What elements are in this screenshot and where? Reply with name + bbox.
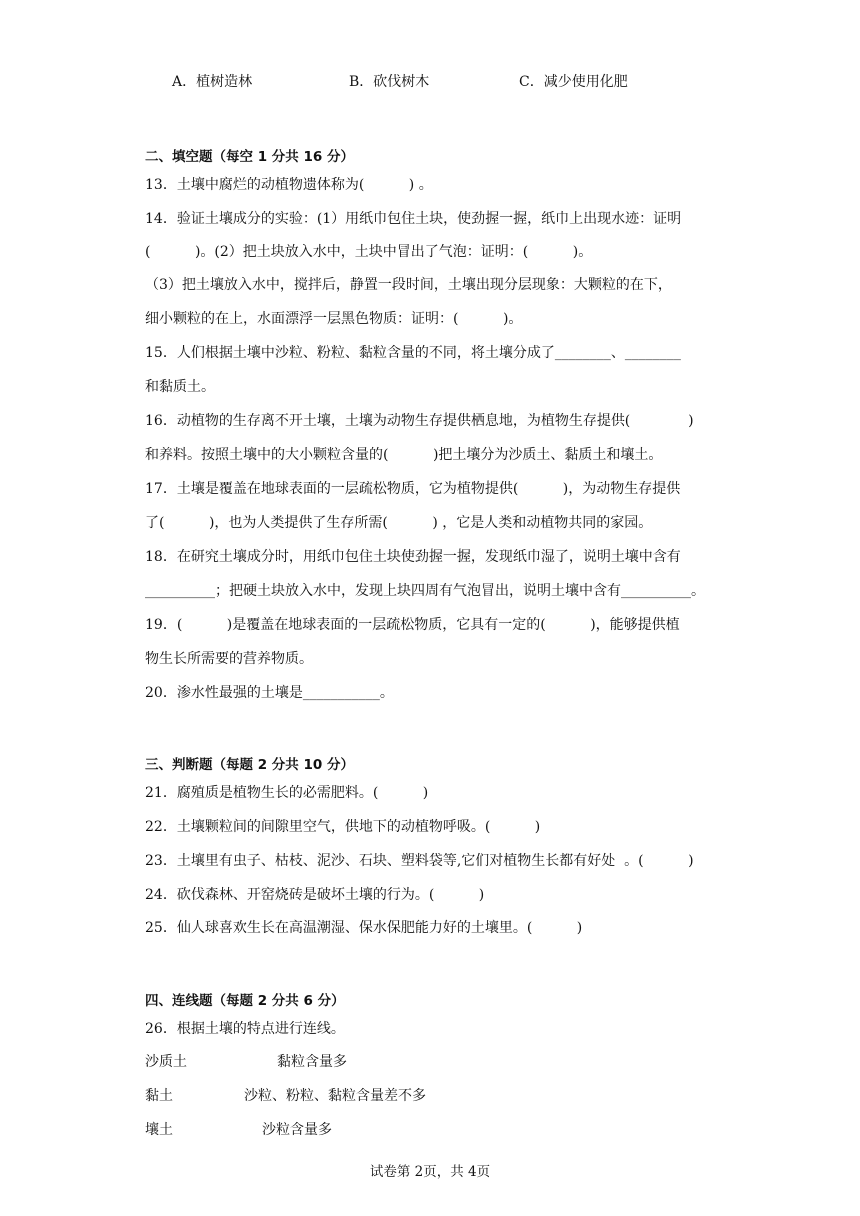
matching-right-item: 黏粒含量多 bbox=[277, 1054, 347, 1070]
matching-left-item: 沙质土 bbox=[145, 1054, 187, 1070]
question-line: （3）把土壤放入水中，搅拌后，静置一段时间，土壤出现分层现象：大颗粒的在下， bbox=[145, 277, 672, 293]
question-line: 17．土壤是覆盖在地球表面的一层疏松物质，它为植物提供( )，为动物生存提供 bbox=[145, 481, 681, 497]
question-line: 了( )，也为人类提供了生存所需( ) ，它是人类和动植物共同的家园。 bbox=[145, 515, 653, 531]
question-line: 18．在研究土壤成分时，用纸巾包住土块使劲握一握，发现纸巾湿了，说明土壤中含有 bbox=[145, 549, 681, 565]
question-line: 13．土壤中腐烂的动植物遗体称为( ) 。 bbox=[145, 177, 433, 193]
section-true-false-title: 三、判断题（每题 2 分共 10 分） bbox=[145, 757, 354, 773]
question-line: 20．渗水性最强的土壤是___________。 bbox=[145, 685, 394, 701]
question-line: 细小颗粒的在上，水面漂浮一层黑色物质：证明：( )。 bbox=[145, 311, 523, 327]
question-line: 15．人们根据土壤中沙粒、粉粒、黏粒含量的不同，将土壤分成了________、________ bbox=[145, 345, 681, 361]
matching-right-item: 沙粒含量多 bbox=[262, 1122, 332, 1138]
question-line: __________；把硬土块放入水中，发现上块四周有气泡冒出，说明土壤中含有__________。 bbox=[145, 583, 705, 599]
question-line: 和黏质土。 bbox=[145, 379, 215, 395]
question-line: 物生长所需要的营养物质。 bbox=[145, 651, 313, 667]
question-line: 25．仙人球喜欢生长在高温潮湿、保水保肥能力好的土壤里。( ) bbox=[145, 920, 583, 936]
question-line: ( )。(2）把土块放入水中，土块中冒出了气泡：证明：( )。 bbox=[145, 244, 593, 260]
option-c: C．减少使用化肥 bbox=[519, 74, 628, 90]
question-line: 和养料。按照土壤中的大小颗粒含量的( )把土壤分为沙质土、黏质土和壤土。 bbox=[145, 447, 663, 463]
question-line: 14．验证土壤成分的实验：(1）用纸巾包住土块，使劲握一握，纸巾上出现水迹：证明 bbox=[145, 211, 682, 227]
question-line: 24．砍伐森林、开窑烧砖是破坏土壤的行为。( ) bbox=[145, 887, 485, 903]
page-footer: 试卷第 2页，共 4页 bbox=[369, 1164, 491, 1180]
question-line: 23．土壤里有虫子、枯枝、泥沙、石块、塑料袋等,它们对植物生长都有好处 。( ) bbox=[145, 853, 694, 869]
question-line: 19．( )是覆盖在地球表面的一层疏松物质，它具有一定的( )，能够提供植 bbox=[145, 617, 680, 633]
section-matching-title: 四、连线题（每题 2 分共 6 分） bbox=[145, 993, 345, 1009]
matching-right-item: 沙粒、粉粒、黏粒含量差不多 bbox=[244, 1088, 426, 1104]
matching-question: 26．根据土壤的特点进行连线。 bbox=[145, 1021, 345, 1037]
section-fill-blank-title: 二、填空题（每空 1 分共 16 分） bbox=[145, 149, 354, 165]
matching-left-item: 黏土 bbox=[145, 1088, 173, 1104]
matching-left-item: 壤土 bbox=[145, 1122, 173, 1138]
option-a: A．植树造林 bbox=[172, 74, 253, 90]
question-line: 22．土壤颗粒间的间隙里空气，供地下的动植物呼吸。( ) bbox=[145, 819, 541, 835]
option-b: B．砍伐树木 bbox=[349, 74, 430, 90]
question-line: 21．腐殖质是植物生长的必需肥料。( ) bbox=[145, 785, 429, 801]
question-line: 16．动植物的生存离不开土壤，土壤为动物生存提供栖息地，为植物生存提供( ) bbox=[145, 413, 694, 429]
